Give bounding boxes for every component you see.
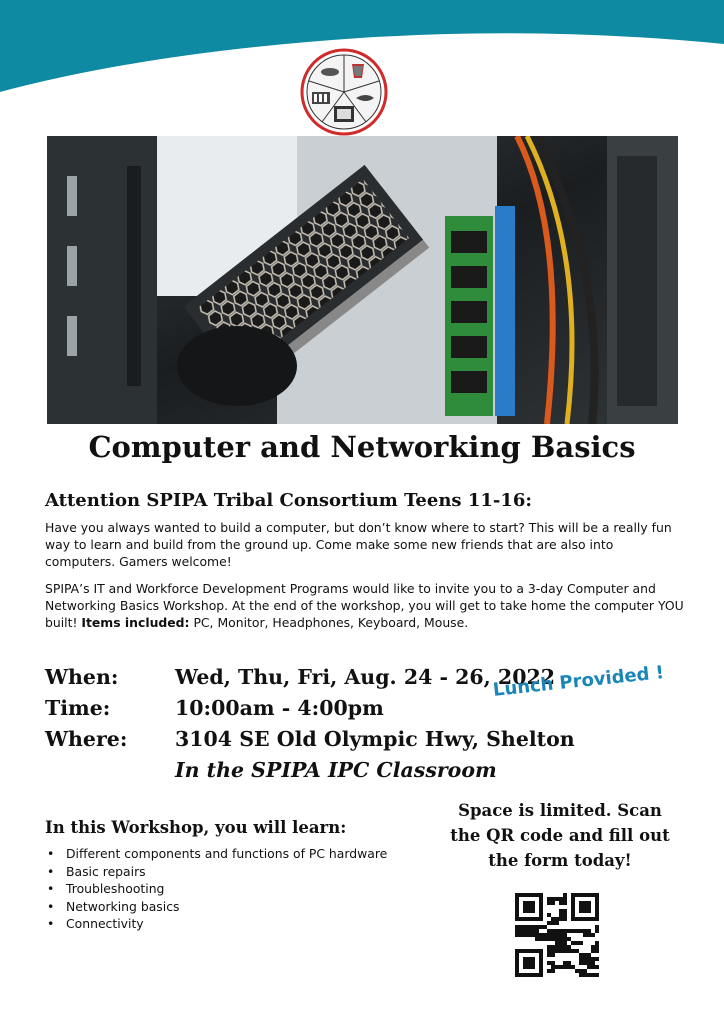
- where-label: Where:: [45, 727, 128, 751]
- cta-line-3: the form today!: [488, 851, 632, 870]
- when-value: Wed, Thu, Fri, Aug. 24 - 26, 2022: [175, 665, 555, 689]
- items-included-label: Items included:: [81, 615, 190, 630]
- list-item: • Networking basics: [45, 898, 387, 916]
- learn-list: [45, 845, 387, 933]
- invite-paragraph: [45, 580, 685, 631]
- call-to-action: [430, 798, 690, 873]
- learn-heading: In this Workshop, you will learn:: [45, 818, 347, 837]
- list-item: • Different components and functions of PC hardware: [45, 845, 387, 863]
- qr-code-icon[interactable]: [515, 893, 599, 977]
- list-item: • Troubleshooting: [45, 880, 387, 898]
- page-title: Computer and Networking Basics: [88, 430, 636, 464]
- invite-text: SPIPA’s IT and Workforce Development Programs would like to invite you to a 3-day Computer and Networking Basics Workshop. At the end of the workshop, you will get to take home the computer YOU built!: [45, 581, 684, 630]
- when-label: When:: [45, 665, 119, 689]
- time-value: 10:00am - 4:00pm: [175, 696, 384, 720]
- intro-paragraph: Have you always wanted to build a computer, but don’t know where to start? This will be a really fun way to learn and build from the ground up. Come make some new friends that are also into computers. Gamers welcome!: [45, 520, 672, 569]
- time-label: Time:: [45, 696, 111, 720]
- cta-line-1: Space is limited. Scan: [458, 801, 662, 820]
- pc-graphics-card-install-photo: [47, 136, 678, 424]
- lunch-provided-note: Lunch Provided !: [492, 662, 665, 701]
- tribal-consortium-seal-icon: [300, 48, 388, 136]
- audience-heading: Attention SPIPA Tribal Consortium Teens 11-16:: [45, 490, 533, 511]
- list-item: • Connectivity: [45, 915, 387, 933]
- list-item: • Basic repairs: [45, 863, 387, 881]
- where-value: 3104 SE Old Olympic Hwy, Shelton: [175, 727, 575, 751]
- where-sub-value: In the SPIPA IPC Classroom: [175, 758, 497, 782]
- items-list-text: PC, Monitor, Headphones, Keyboard, Mouse.: [189, 615, 469, 630]
- pc-build-photo: [47, 136, 678, 424]
- cta-line-2: the QR code and fill out: [450, 826, 670, 845]
